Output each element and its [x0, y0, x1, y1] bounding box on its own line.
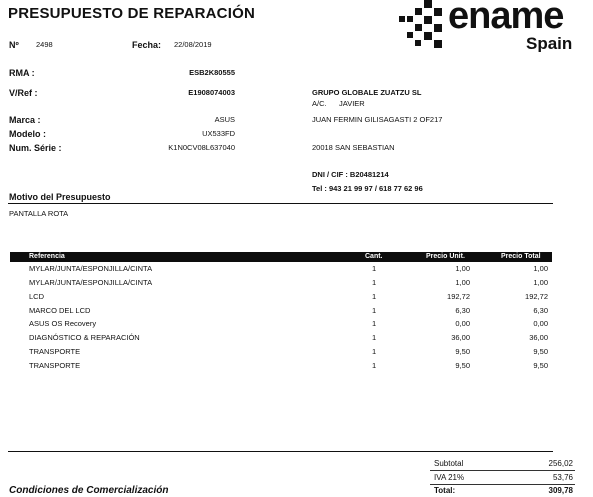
client-attn-name: JAVIER [339, 99, 365, 108]
subtotal-divider [430, 470, 575, 471]
marca-label: Marca : [9, 115, 41, 125]
row-ref: MARCO DEL LCD [29, 306, 91, 315]
total-value: 309,78 [548, 486, 573, 495]
table-row [10, 278, 552, 290]
row-unit: 9,50 [455, 347, 470, 356]
row-cant: 1 [372, 278, 377, 287]
logo-word: ename [448, 0, 564, 37]
col-precio-total: Precio Total [501, 253, 541, 260]
logo-pixel-icon [393, 0, 453, 52]
serie-label: Num. Série : [9, 143, 62, 153]
col-precio-unit: Precio Unit. [426, 253, 465, 260]
num-value: 2498 [36, 40, 53, 49]
client-tel: Tel : 943 21 99 97 / 618 77 62 96 [312, 184, 423, 193]
motivo-label: Motivo del Presupuesto [9, 192, 111, 202]
row-unit: 36,00 [451, 333, 470, 342]
client-company: GRUPO GLOBALE ZUATZU SL [312, 88, 422, 97]
col-referencia: Referencia [29, 253, 65, 260]
ename-spain-logo [393, 0, 593, 52]
row-cant: 1 [372, 264, 377, 273]
row-total: 0,00 [533, 319, 548, 328]
row-ref: TRANSPORTE [29, 361, 81, 370]
vref-label: V/Ref : [9, 88, 38, 98]
row-ref: LCD [29, 292, 45, 301]
motivo-divider [8, 203, 553, 204]
client-city: 20018 SAN SEBASTIAN [312, 143, 395, 152]
row-total: 9,50 [533, 347, 548, 356]
vref-value: E1908074003 [188, 88, 235, 97]
table-row [10, 347, 552, 359]
row-ref: TRANSPORTE [29, 347, 81, 356]
iva-label: IVA 21% [434, 473, 465, 482]
row-unit: 0,00 [455, 319, 470, 328]
row-ref: DIAGNÓSTICO & REPARACIÓN [29, 333, 140, 342]
row-ref: MYLAR/JUNTA/ESPONJILLA/CINTA [29, 278, 153, 287]
row-unit: 1,00 [455, 264, 470, 273]
motivo-text: PANTALLA ROTA [9, 209, 69, 218]
row-unit: 1,00 [455, 278, 470, 287]
row-cant: 1 [372, 361, 377, 370]
table-row [10, 264, 552, 276]
table-header [10, 252, 552, 262]
col-cant: Cant. [365, 253, 383, 260]
iva-divider [430, 484, 575, 485]
client-attn-label: A/C. [312, 99, 327, 108]
subtotal-value: 256,02 [548, 459, 573, 468]
table-row [10, 361, 552, 373]
row-cant: 1 [372, 319, 377, 328]
condiciones-heading: Condiciones de Comercialización [9, 485, 169, 496]
row-total: 9,50 [533, 361, 548, 370]
table-row [10, 333, 552, 345]
marca-value: ASUS [214, 115, 235, 124]
serie-value: K1N0CV08L637040 [168, 143, 235, 152]
row-cant: 1 [372, 347, 377, 356]
fecha-label: Fecha: [132, 40, 162, 50]
row-cant: 1 [372, 333, 377, 342]
subtotal-label: Subtotal [434, 459, 464, 468]
table-row [10, 306, 552, 318]
row-total: 192,72 [525, 292, 548, 301]
table-row [10, 319, 552, 331]
row-cant: 1 [372, 292, 377, 301]
row-total: 36,00 [529, 333, 548, 342]
row-total: 6,30 [533, 306, 548, 315]
row-cant: 1 [372, 306, 377, 315]
modelo-value: UX533FD [202, 129, 235, 138]
rma-value: ESB2K80555 [189, 68, 235, 77]
iva-value: 53,76 [552, 473, 573, 482]
row-unit: 6,30 [455, 306, 470, 315]
document-title: PRESUPUESTO DE REPARACIÓN [8, 5, 255, 22]
client-address: JUAN FERMIN GILISAGASTI 2 OF217 [312, 115, 443, 124]
client-dni: DNI / CIF : B20481214 [312, 170, 389, 179]
num-label: Nº [9, 40, 19, 50]
row-ref: ASUS OS Recovery [29, 319, 97, 328]
modelo-label: Modelo : [9, 129, 46, 139]
row-total: 1,00 [533, 264, 548, 273]
row-unit: 192,72 [447, 292, 470, 301]
rma-label: RMA : [9, 68, 35, 78]
totals-divider [8, 451, 553, 452]
logo-country: Spain [526, 34, 573, 52]
table-row [10, 292, 552, 304]
row-unit: 9,50 [455, 361, 470, 370]
row-ref: MYLAR/JUNTA/ESPONJILLA/CINTA [29, 264, 153, 273]
fecha-value: 22/08/2019 [174, 40, 212, 49]
total-label: Total: [434, 486, 456, 495]
row-total: 1,00 [533, 278, 548, 287]
